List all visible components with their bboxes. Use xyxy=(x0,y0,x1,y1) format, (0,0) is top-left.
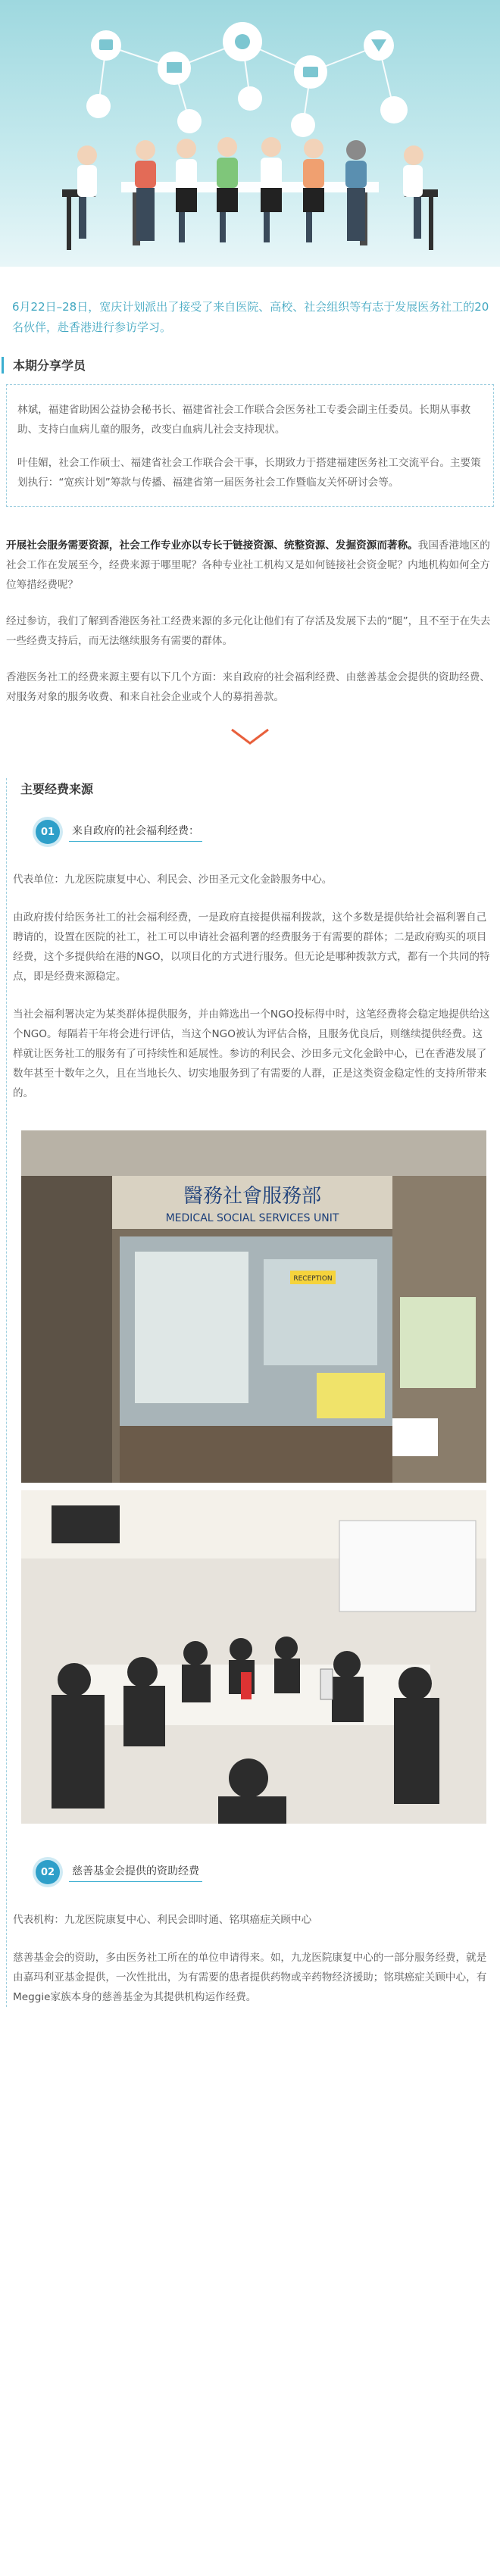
funding-section-header xyxy=(13,780,500,797)
funding-item-2-header xyxy=(36,1860,500,1884)
chevron-down-icon xyxy=(227,725,273,748)
accent-bar xyxy=(2,357,4,374)
sign-chinese: 醫務社會服務部 xyxy=(183,1185,321,1208)
rep-units: 代表机构：九龙医院康复中心、利民会即时通、铭琪癌症关顾中心 xyxy=(13,1914,312,1926)
hero-illustration xyxy=(0,0,500,267)
intro-text: 6月22日–28日，宽庆计划派出了接受了来自医院、高校、社会组织等有志于发展医务社工的20名伙伴，赴香港进行参访学习。 xyxy=(12,300,489,334)
funding-section xyxy=(6,778,500,2007)
funding-item-1-header xyxy=(36,820,500,844)
body-paragraph: 由政府拨付给医务社工的社会福利经费，一是政府直接提供福利拨款，这个多数是提供给社会福利署自己聘请的，设置在医院的社工，社工可以申请社会福利署的经费服务于有需要的群体；二是政府购买的项目经费，这个多提供给在港的NGO，以项目化的方式进行服务。但无论是哪种拨款方式，都有一个共同的特点，即是经费来源稳定。 xyxy=(13,911,490,983)
sign-reception: RECEPTION xyxy=(292,1275,333,1283)
body-paragraph: 香港医务社工的经费来源主要有以下几个方面：来自政府的社会福利经费、由慈善基金会提供的资助经费、对服务对象的服务收费、和来自社会企业或个人的募捐善款。 xyxy=(6,671,490,703)
photo-service-unit xyxy=(21,1130,486,1483)
body-paragraph-lead: 开展社会服务需要资源，社会工作专业亦以专长于链接资源、统整资源、发掘资源而著称。 xyxy=(6,539,418,552)
body-paragraph: 慈善基金会的资助，多由医务社工所在的单位申请得来。如，九龙医院康复中心的一部分服务经费，就是由嘉玛利亚基金提供，一次性批出，为有需要的患者提供药物或辛药物经济援助；铭琪癌症关顾中心，有Meggie家族本身的慈善基金为其提供机构运作经费。 xyxy=(13,1952,487,2003)
members-section-title: 本期分享学员 xyxy=(13,358,86,373)
photo-meeting-room xyxy=(21,1490,486,1824)
number-badge: 02 xyxy=(36,1860,60,1884)
sign-english: MEDICAL SOCIAL SERVICES UNIT xyxy=(165,1212,339,1224)
members-section-header xyxy=(0,356,500,374)
funding-item-label: 来自政府的社会福利经费： xyxy=(69,823,202,842)
funding-section-title: 主要经费来源 xyxy=(20,782,94,796)
body-paragraph: 经过参访，我们了解到香港医务社工经费来源的多元化让他们有了存活及发展下去的“腿”，且不至于在失去一些经费支持后，而无法继续服务有需要的群体。 xyxy=(6,615,491,647)
body-paragraph: 当社会福利署决定为某类群体提供服务，并由筛选出一个NGO投标得中时，这笔经费将会稳定地提供给这个NGO。每隔若干年将会进行评估，当这个NGO被认为评估合格，且服务优良后，则继续提供经费。这样就让医务社工的服务有了可持续性和延展性。参访的利民会、沙田多元文化金龄中心，已在香港发展了数年甚至十数年之久，且在当地长久、切实地服务到了有需要的人群，正是这类资金稳定性的支持所带来的。 xyxy=(13,1008,490,1099)
body-paragraph xyxy=(0,536,500,595)
body-paragraph-rest: 我国香港地区的社会工作在发展至今，经费来源于哪里呢？各种专业社工机构又是如何链接社会资金呢？内地机构如何全方位筹措经费呢？ xyxy=(6,539,490,591)
member-bio: 叶佳媚，社会工作硕士、福建省社会工作联合会干事，长期致力于搭建福建医务社工交流平台。主要策划执行：“宽疾计划”筹款与传播、福建省第一届医务社会工作暨临友关怀研讨会等。 xyxy=(17,457,481,489)
rep-units: 代表单位：九龙医院康复中心、利民会、沙田圣元文化金龄服务中心。 xyxy=(13,874,333,886)
number-badge: 01 xyxy=(36,820,60,844)
member-bio: 林斌，福建省助困公益协会秘书长、福建省社会工作联合会医务社工专委会副主任委员。长期从事救助、支持白血病儿童的服务，改变白血病儿社会支持现状。 xyxy=(17,404,471,436)
members-box xyxy=(6,384,494,507)
funding-item-label: 慈善基金会提供的资助经费 xyxy=(69,1863,202,1882)
